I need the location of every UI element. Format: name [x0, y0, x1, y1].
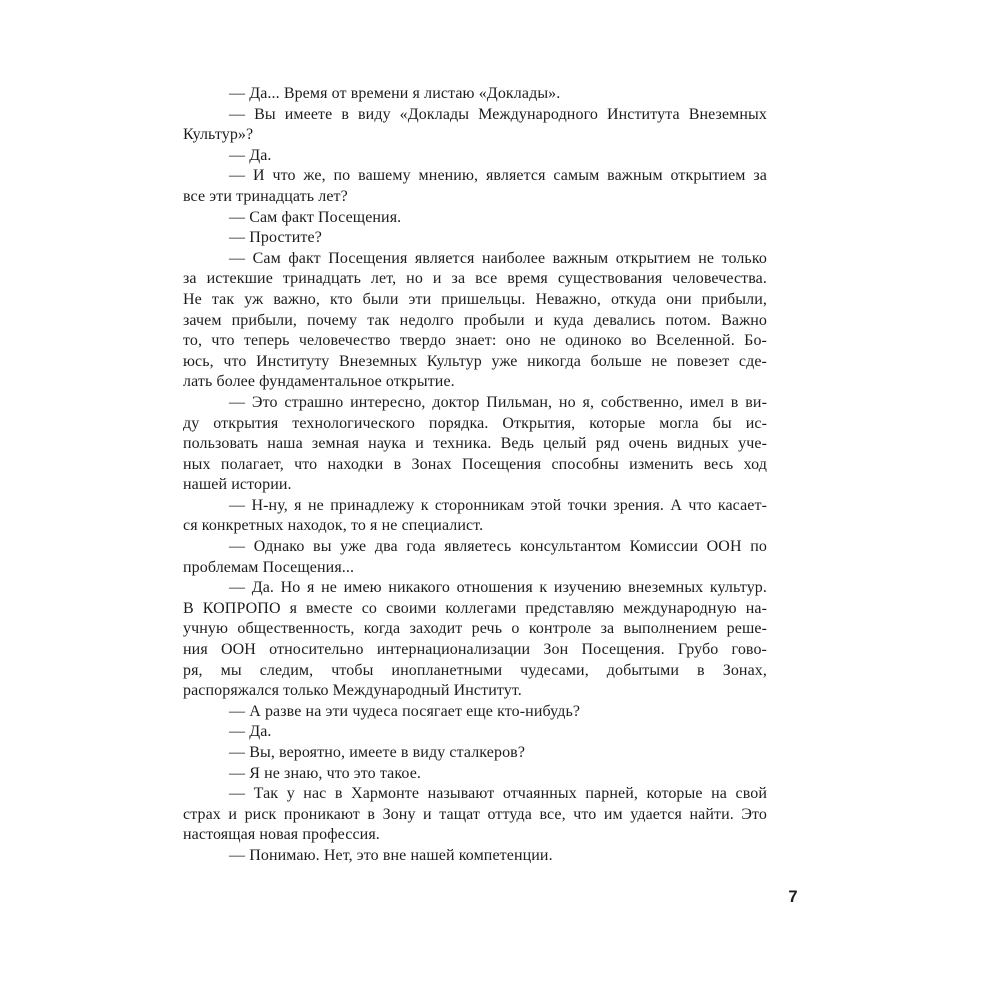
page-number: 7	[788, 888, 798, 906]
paragraph	[183, 105, 767, 146]
text-line: — Я не знаю, что это такое.	[229, 764, 421, 782]
text-column	[183, 84, 767, 867]
text-line: ду открытия технологического порядка. Открытия, которые могла бы ис-	[183, 414, 767, 432]
text-line: — Да. Но я не имею никакого отношения к изучению внеземных культур.	[229, 579, 767, 597]
text-line: — Н-ну, я не принадлежу к сторонникам этой точки зрения. А что касает-	[229, 496, 767, 514]
paragraph	[183, 784, 767, 846]
text-line: — Вы, вероятно, имеете в виду сталкеров?	[229, 744, 526, 761]
paragraph	[183, 249, 767, 393]
paragraph	[183, 84, 767, 105]
text-line: нашей истории.	[183, 476, 292, 494]
text-line: — Понимаю. Нет, это вне нашей компетенции.	[229, 846, 553, 864]
text-line: — Сам факт Посещения.	[229, 208, 402, 226]
text-line: ря, мы следим, чтобы инопланетными чудесами, добытыми в Зонах,	[183, 661, 767, 679]
paragraph	[183, 578, 767, 702]
text-line: Культур»?	[183, 126, 254, 144]
paragraph	[183, 846, 767, 867]
text-line: юсь, что Институту Внеземных Культур уже никогда больше не повезет сде-	[183, 352, 767, 370]
text-line: настоящая новая профессия.	[183, 826, 380, 844]
text-line: распоряжался только Международный Институт.	[183, 682, 522, 700]
text-line: все эти тринадцать лет?	[183, 187, 348, 205]
text-line: В КОПРОПО я вместе со своими коллегами представляю международную на-	[183, 599, 767, 617]
text-line: Не так уж важно, кто были эти пришельцы. Неважно, откуда они прибыли,	[183, 290, 767, 308]
text-line: проблемам Посещения...	[183, 558, 355, 576]
paragraph	[183, 537, 767, 578]
text-line: — Да.	[229, 146, 272, 164]
paragraph	[183, 743, 767, 764]
paragraph	[183, 764, 767, 785]
paragraph	[183, 496, 767, 537]
text-line: за истекшие тринадцать лет, но и за все время существования человечества.	[183, 270, 767, 288]
text-line: страх и риск проникают в Зону и тащат оттуда все, что им удается найти. Это	[183, 805, 767, 823]
text-line: — Вы имеете в виду «Доклады Международного Института Внеземных	[229, 105, 767, 123]
text-line: — Простите?	[229, 229, 322, 247]
text-line: лать более фундаментальное открытие.	[183, 373, 455, 391]
text-line: пользовать наша земная наука и техника. Ведь целый ряд очень видных уче-	[183, 435, 767, 453]
text-line: — Однако вы уже два года являетесь консультантом Комиссии ООН по	[229, 538, 767, 556]
text-line: — И что же, по вашему мнению, является самым важным открытием за	[229, 167, 767, 185]
text-line: ся конкретных находок, то я не специалист.	[183, 517, 484, 535]
text-line: ных полагает, что находки в Зонах Посещения способны изменить весь ход	[183, 455, 767, 473]
text-line: — Так у нас в Хармонте называют отчаянных парней, которые на свой	[229, 785, 767, 803]
text-line: зачем прибыли, почему так недолго пробыли и куда девались потом. Важно	[183, 311, 767, 329]
text-line: учную общественность, когда заходит речь о контроле за выполнением реше-	[183, 620, 767, 638]
text-line: — Это страшно интересно, доктор Пильман, но я, собственно, имел в ви-	[229, 393, 767, 411]
paragraph	[183, 166, 767, 207]
paragraph	[183, 722, 767, 743]
paragraph	[183, 228, 767, 249]
text-line: ния ООН относительно интернационализации Зон Посещения. Грубо гово-	[183, 641, 767, 659]
text-line: — Да... Время от времени я листаю «Доклады».	[229, 85, 561, 102]
text-line: то, что теперь человечество твердо знает: оно не одиноко во Вселенной. Бо-	[183, 332, 767, 350]
text-line: — Да.	[229, 723, 272, 741]
text-line: — А разве на эти чудеса посягает еще кто-нибудь?	[229, 702, 581, 720]
paragraph	[183, 146, 767, 167]
paragraph	[183, 393, 767, 496]
text-line: — Сам факт Посещения является наиболее важным открытием не только	[229, 249, 767, 267]
paragraph	[183, 208, 767, 229]
paragraph	[183, 702, 767, 723]
